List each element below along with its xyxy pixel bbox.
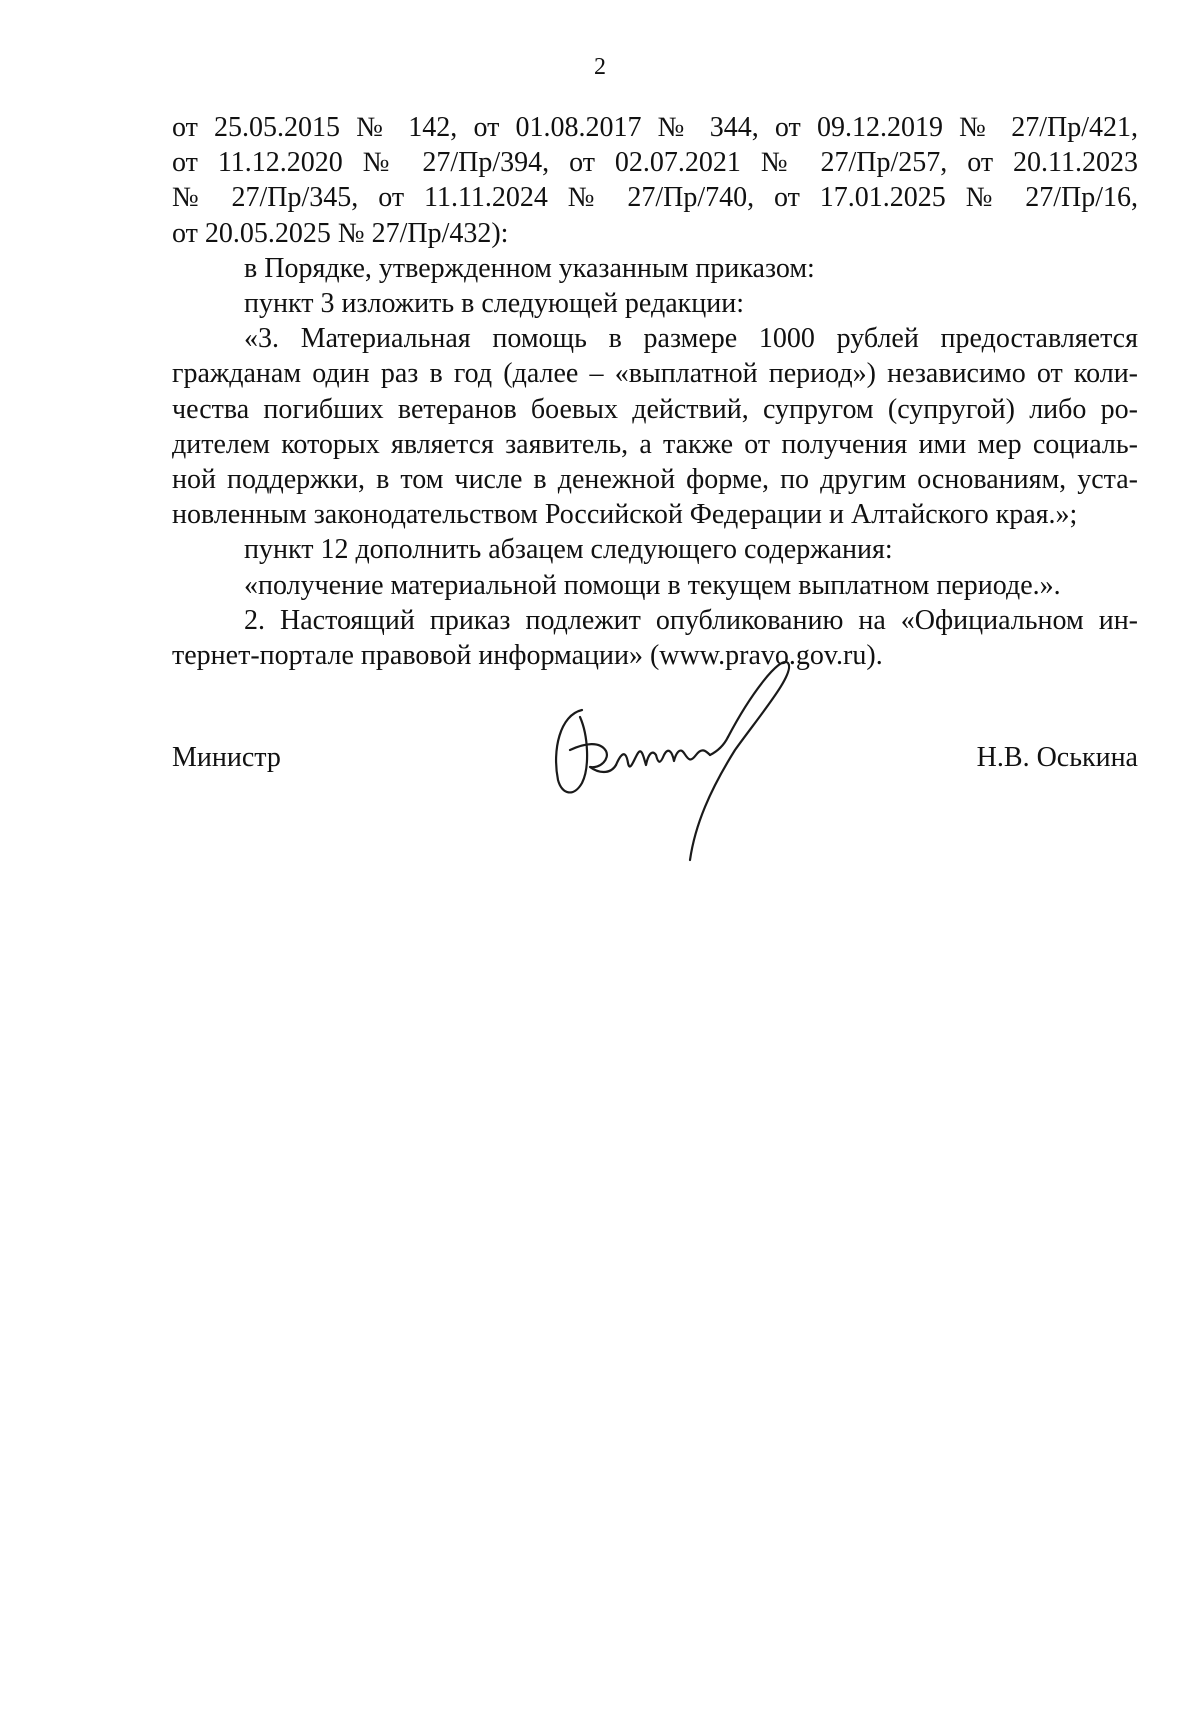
paragraph-7-line-2: тернет-портале правовой информации» (www.pravo.gov.ru). bbox=[172, 640, 883, 672]
paragraph-1-line-3: № 27/Пр/345, от 11.11.2024 № 27/Пр/740, от 17.01.2025 № 27/Пр/16, bbox=[172, 182, 1138, 214]
paragraph-1-line-2: от 11.12.2020 № 27/Пр/394, от 02.07.2021 № 27/Пр/257, от 20.11.2023 bbox=[172, 147, 1138, 179]
paragraph-4-line-3: чества погибших ветеранов боевых действий, супругом (супругой) либо ро- bbox=[172, 393, 1138, 425]
paragraph-4-line-2: гражданам один раз в год (далее – «выплатной период») независимо от коли- bbox=[172, 358, 1138, 390]
paragraph-4-line-5: ной поддержки, в том числе в денежной форме, по другим основаниям, уста- bbox=[172, 464, 1138, 496]
paragraph-6: «получение материальной помощи в текущем выплатном периоде.». bbox=[244, 569, 1061, 601]
paragraph-3: пункт 3 изложить в следующей редакции: bbox=[244, 288, 744, 320]
document-body bbox=[172, 110, 1138, 673]
paragraph-1-line-1: от 25.05.2015 № 142, от 01.08.2017 № 344, от 09.12.2019 № 27/Пр/421, bbox=[172, 112, 1138, 143]
paragraph-5: пункт 12 дополнить абзацем следующего содержания: bbox=[244, 534, 893, 566]
paragraph-7-line-1: 2. Настоящий приказ подлежит опубликованию на «Официальном ин- bbox=[244, 604, 1138, 636]
paragraph-2: в Порядке, утвержденном указанным приказом: bbox=[244, 252, 815, 284]
signer-position: Министр bbox=[172, 742, 281, 773]
paragraph-4-line-6: новленным законодательством Российской Федерации и Алтайского края.»; bbox=[172, 499, 1078, 531]
handwritten-signature bbox=[530, 655, 830, 865]
page-number: 2 bbox=[594, 54, 606, 80]
paragraph-1-line-4: от 20.05.2025 № 27/Пр/432): bbox=[172, 217, 509, 249]
paragraph-4-line-1: «3. Материальная помощь в размере 1000 рублей предоставляется bbox=[244, 323, 1138, 355]
paragraph-4-line-4: дителем которых является заявитель, а также от получения ими мер социаль- bbox=[172, 428, 1138, 460]
signer-name: Н.В. Оськина bbox=[976, 742, 1138, 773]
